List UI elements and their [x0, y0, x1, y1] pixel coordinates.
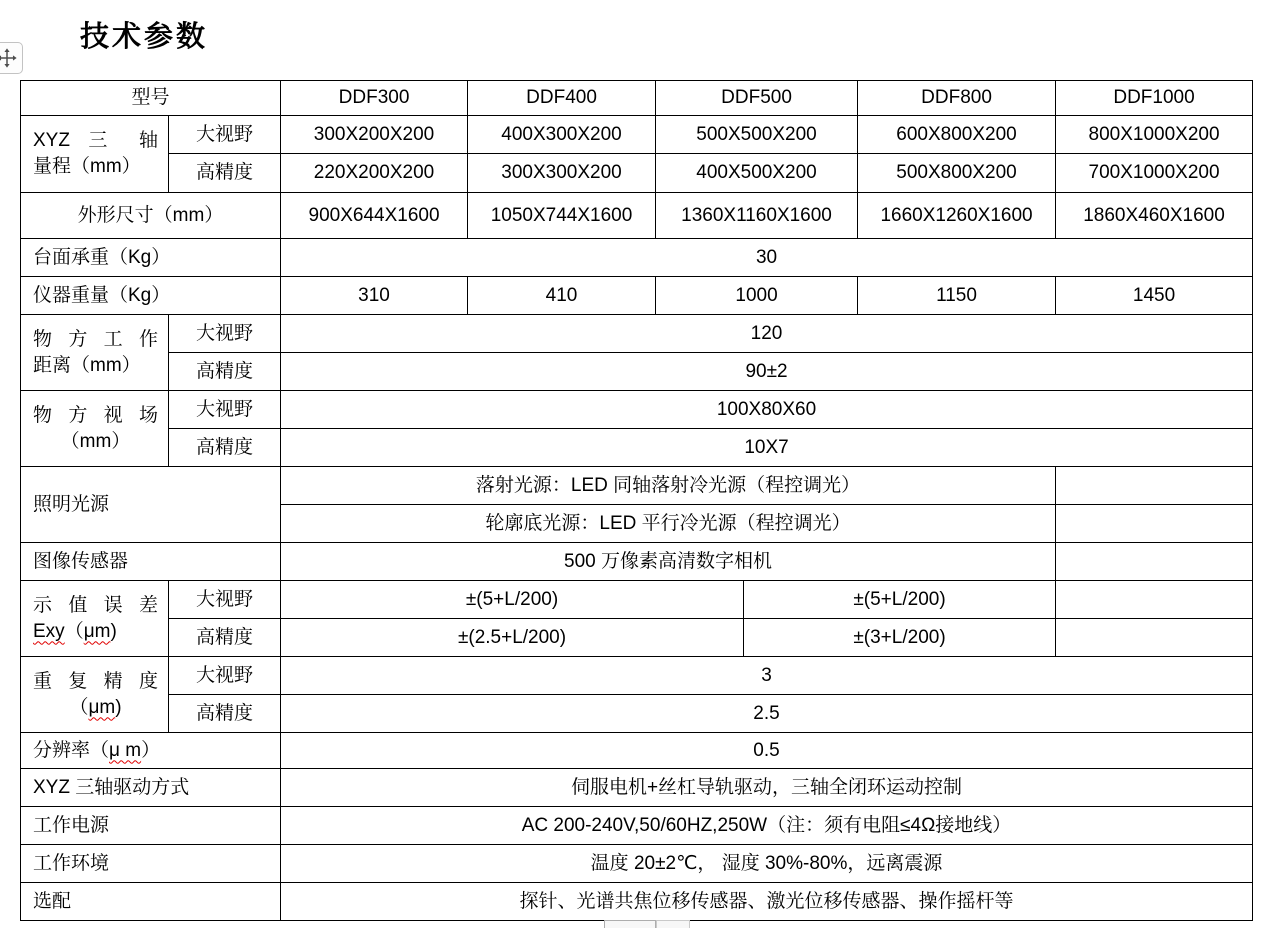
value-cell: 1450 [1056, 277, 1253, 315]
empty-cell [1056, 619, 1253, 657]
xyz-range-large-row [21, 116, 1253, 154]
model-ddf500: DDF500 [656, 81, 858, 116]
illumination-row1 [21, 467, 1253, 505]
working-distance-large-value: 120 [281, 315, 1253, 353]
empty-cell [1056, 581, 1253, 619]
model-ddf800: DDF800 [858, 81, 1056, 116]
instrument-weight-row [21, 277, 1253, 315]
resolution-row [21, 733, 1253, 769]
repeatability-high-value: 2.5 [281, 695, 1253, 733]
indication-error-high-left: ±(2.5+L/200) [281, 619, 744, 657]
illumination-value-1: 落射光源：LED 同轴落射冷光源（程控调光） [281, 467, 1056, 505]
sub-label-large-fov: 大视野 [169, 581, 281, 619]
working-distance-label [21, 315, 169, 391]
value-cell: 500X800X200 [858, 154, 1056, 193]
environment-value: 温度 20±2℃， 湿度 30%-80%，远离震源 [281, 845, 1253, 883]
page-title: 技术参数 [80, 21, 209, 53]
indication-error-high-right: ±(3+L/200) [744, 619, 1056, 657]
value-cell: 310 [281, 277, 468, 315]
indication-error-large-left: ±(5+L/200) [281, 581, 744, 619]
value-cell: 220X200X200 [281, 154, 468, 193]
indication-error-label [21, 581, 169, 657]
header-row [21, 81, 1253, 116]
table-move-handle[interactable] [0, 42, 23, 74]
value-cell: 700X1000X200 [1056, 154, 1253, 193]
field-of-view-large-row [21, 391, 1253, 429]
bench-load-row [21, 239, 1253, 277]
value-cell: 1150 [858, 277, 1056, 315]
working-distance-high-row [21, 353, 1253, 391]
value-cell: 800X1000X200 [1056, 116, 1253, 154]
value-cell: 1360X1160X1600 [656, 193, 858, 239]
environment-row [21, 845, 1253, 883]
options-label: 选配 [21, 883, 281, 921]
mu-m-text: μm [83, 620, 111, 642]
indication-error-high-row [21, 619, 1253, 657]
model-ddf400: DDF400 [468, 81, 656, 116]
illumination-label: 照明光源 [21, 467, 281, 543]
power-value: AC 200-240V,50/60HZ,250W（注：须有电阻≤4Ω接地线） [281, 807, 1253, 845]
indication-error-large-right: ±(5+L/200) [744, 581, 1056, 619]
sub-label-high-precision: 高精度 [169, 695, 281, 733]
sub-label-large-fov: 大视野 [169, 116, 281, 154]
paren-close: ) [110, 620, 117, 642]
horizontal-scrollbar-thumb[interactable] [604, 920, 656, 928]
working-distance-large-row [21, 315, 1253, 353]
sub-label-high-precision: 高精度 [169, 154, 281, 193]
empty-cell [1056, 467, 1253, 505]
value-cell: 500X500X200 [656, 116, 858, 154]
xyz-range-label-line1: XYZ 三 轴 [33, 130, 158, 152]
field-of-view-high-value: 10X7 [281, 429, 1253, 467]
xyz-range-label-line2: 量程（mm） [33, 156, 141, 177]
working-distance-label-line2: 距离（mm） [33, 354, 141, 376]
working-distance-high-value: 90±2 [281, 353, 1253, 391]
mu-m-text: μ m [109, 739, 142, 761]
drive-row [21, 769, 1253, 807]
value-cell: 1050X744X1600 [468, 193, 656, 239]
xyz-range-label [21, 116, 169, 193]
repeatability-large-row [21, 657, 1253, 695]
field-of-view-high-row [21, 429, 1253, 467]
illumination-value-2: 轮廓底光源：LED 平行冷光源（程控调光） [281, 505, 1056, 543]
image-sensor-label: 图像传感器 [21, 543, 281, 581]
dimensions-label: 外形尺寸（mm） [21, 193, 281, 239]
power-label: 工作电源 [21, 807, 281, 845]
field-of-view-label-line2: （mm） [60, 430, 131, 452]
sub-label-high-precision: 高精度 [169, 353, 281, 391]
repeatability-label-line2 [33, 695, 158, 721]
options-value: 探针、光谱共焦位移传感器、激光位移传感器、操作摇杆等 [281, 883, 1253, 921]
value-cell: 410 [468, 277, 656, 315]
options-row [21, 883, 1253, 921]
sub-label-high-precision: 高精度 [169, 429, 281, 467]
spec-table [20, 80, 1253, 921]
value-cell: 1660X1260X1600 [858, 193, 1056, 239]
sub-label-large-fov: 大视野 [169, 657, 281, 695]
value-cell: 400X500X200 [656, 154, 858, 193]
field-of-view-large-value: 100X80X60 [281, 391, 1253, 429]
image-sensor-value: 500 万像素高清数字相机 [281, 543, 1056, 581]
resolution-label-post: ） [141, 739, 161, 761]
value-cell: 300X300X200 [468, 154, 656, 193]
repeatability-label-line1: 重复精度 [33, 670, 158, 692]
indication-error-label-line1: 示值误差 [33, 594, 158, 616]
repeatability-high-row [21, 695, 1253, 733]
image-sensor-row [21, 543, 1253, 581]
horizontal-scrollbar-segment[interactable] [656, 920, 690, 928]
power-row [21, 807, 1253, 845]
resolution-value: 0.5 [281, 733, 1253, 769]
move-arrows-icon [0, 47, 18, 69]
repeatability-large-value: 3 [281, 657, 1253, 695]
xyz-range-high-row [21, 154, 1253, 193]
paren-close: ) [115, 696, 122, 718]
bench-load-value: 30 [281, 239, 1253, 277]
value-cell: 1000 [656, 277, 858, 315]
mu-m-text: μm [88, 696, 116, 718]
dimensions-row [21, 193, 1253, 239]
model-ddf1000: DDF1000 [1056, 81, 1253, 116]
value-cell: 900X644X1600 [281, 193, 468, 239]
working-distance-label-line1: 物方工作 [33, 328, 158, 350]
model-ddf300: DDF300 [281, 81, 468, 116]
value-cell: 300X200X200 [281, 116, 468, 154]
sub-label-large-fov: 大视野 [169, 391, 281, 429]
field-of-view-label [21, 391, 169, 467]
sub-label-large-fov: 大视野 [169, 315, 281, 353]
repeatability-label [21, 657, 169, 733]
drive-value: 伺服电机+丝杠导轨驱动，三轴全闭环运动控制 [281, 769, 1253, 807]
value-cell: 400X300X200 [468, 116, 656, 154]
field-of-view-label-line1: 物方视场 [33, 404, 158, 426]
bench-load-label: 台面承重（Kg） [21, 239, 281, 277]
indication-error-label-line2 [33, 619, 158, 645]
empty-cell [1056, 505, 1253, 543]
resolution-label-pre: 分辨率（ [33, 739, 110, 761]
environment-label: 工作环境 [21, 845, 281, 883]
value-cell: 1860X460X1600 [1056, 193, 1253, 239]
paren-open: （ [64, 620, 84, 642]
value-cell: 600X800X200 [858, 116, 1056, 154]
exy-text: Exy [33, 620, 65, 642]
indication-error-large-row [21, 581, 1253, 619]
empty-cell [1056, 543, 1253, 581]
resolution-label [21, 733, 281, 769]
instrument-weight-label: 仪器重量（Kg） [21, 277, 281, 315]
model-header-label: 型号 [21, 81, 281, 116]
sub-label-high-precision: 高精度 [169, 619, 281, 657]
paren-open: （ [69, 696, 89, 718]
drive-label: XYZ 三轴驱动方式 [21, 769, 281, 807]
